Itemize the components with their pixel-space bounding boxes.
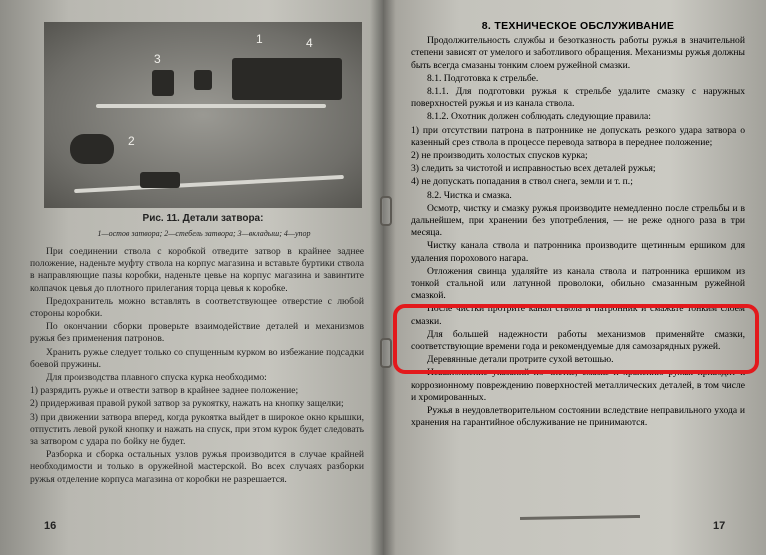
part-rod-top — [96, 104, 326, 108]
paragraph: Ружья в неудовлетворительном состоянии вследствие неправильного ухода и хранения на гарантийное обслуживание не принимаются. — [411, 405, 745, 429]
right-page-body — [411, 20, 745, 431]
paragraph: Продолжительность службы и безотказность работы ружья в значительной степени зависят от умелого и заботливого обращения. Механизмы ружья должны быть всегда смазаны тонким слоем ружейной смазки. — [411, 35, 745, 71]
list-item: 2) не производить холостых спусков курка; — [411, 150, 588, 162]
figure-legend: 1—остов затвора; 2—стебель затвора; 3—вкладыш; 4—упор — [97, 229, 311, 238]
figure-caption: Рис. 11. Детали затвора: — [142, 213, 264, 224]
paragraph: По окончании сборки проверьте взаимодействие деталей и механизмов ружья без применения патронов. — [30, 321, 364, 345]
bolt-parts-photo — [44, 22, 362, 208]
part-2-stem — [74, 175, 344, 193]
page-number-left: 16 — [44, 520, 57, 532]
page-number-right: 17 — [713, 520, 726, 532]
paragraph: Невыполнение указаний по чистке, смазке и хранению ружья приводит к коррозионному повреждению поверхностей металлических деталей, в том числе и хромированных. — [411, 367, 745, 403]
staple-top — [380, 196, 392, 226]
paragraph: Разборка и сборка остальных узлов ружья производится в случае крайней необходимости и только в оружейной мастерской. Во всех случаях разборки ружья отделение корпуса магазина от коробки не разрешается. — [30, 449, 364, 485]
part-small-block — [194, 70, 212, 90]
paragraph: Чистку канала ствола и патронника производите щетинным ершиком для удаления порохового нагара. — [411, 240, 745, 264]
part-4-stop — [140, 172, 180, 188]
list-item: 2) придерживая правой рукой затвор за рукоятку, нажать на кнопку защелки; — [30, 398, 344, 410]
paragraph: Для большей надежности работы механизмов применяйте смазки, соответствующие времени года и рекомендуемые для самозарядных ружей. — [411, 328, 745, 353]
paragraph: Предохранитель можно вставлять в соответствующее отверстие с любой стороны коробки. — [30, 295, 364, 320]
highlighted-paragraph: Отложения свинца удаляйте из канала ствола и патронника ершиком из тонкой стальной или латунной проволоки, обильно смазанным ружейной смазкой. — [411, 265, 745, 302]
figure-label-3: 3 — [154, 52, 161, 66]
paragraph: Хранить ружье следует только со спущенным курком во избежание подсадки боевой пружины. — [30, 346, 364, 370]
part-2-handle — [70, 134, 114, 164]
figure-label-4: 4 — [306, 36, 313, 50]
subsection-heading: 8.2. Чистка и смазка. — [427, 189, 512, 201]
paragraph: При соединении ствола с коробкой отведите затвор в крайнее заднее положение, наденьте муфту ствола на корпус магазина и вставьте буртики ствола в направляющие пазы коробки, наденьте цевье на корпус магазина и завинтите колпачок цевья до плотного прилегания торца цевья к коробке. — [30, 246, 364, 294]
list-item: 4) не допускать попадания в ствол снега, земли и т. п.; — [411, 176, 633, 188]
paragraph: 8.1.1. Для подготовки ружья к стрельбе удалите смазку с наружных поверхностей ружья и из канала ствола. — [411, 86, 745, 110]
part-1-bolt-body — [232, 58, 342, 100]
paragraph: После чистки протрите канал ствола и патронник и смажьте тонким слоем смазки. — [411, 303, 745, 327]
section-heading: 8. ТЕХНИЧЕСКОЕ ОБСЛУЖИВАНИЕ — [481, 20, 675, 32]
paragraph: 8.1.2. Охотник должен соблюдать следующие правила: — [427, 111, 651, 123]
list-item: 3) следить за чистотой и исправностью всех деталей ружья; — [411, 163, 656, 175]
list-item: 3) при движении затвора вперед, когда рукоятка выйдет в широкое окно крышки, отпустить левой рукой кнопку и нажать на спуск, при этом курок будет следовать за затвором с удара по бойку не будет. — [30, 411, 364, 448]
part-3-insert — [152, 70, 174, 96]
list-item: 1) разрядить ружье и отвести затвор в крайнее заднее положение; — [30, 385, 299, 397]
subsection-heading: 8.1. Подготовка к стрельбе. — [427, 72, 539, 84]
paragraph: Осмотр, чистку и смазку ружья производите немедленно после стрельбы и в дальнейшем, при хранении без употребления, — не реже одного раза в три месяца. — [411, 202, 745, 239]
figure-label-2: 2 — [128, 134, 135, 148]
paragraph: Деревянные детали протрите сухой ветошью. — [427, 354, 614, 366]
figure-label-1: 1 — [256, 32, 263, 46]
paragraph: Для производства плавного спуска курка необходимо: — [46, 372, 267, 384]
list-item: 1) при отсутствии патрона в патроннике не допускать резкого удара затвора о казенный срез ствола в процессе перевода затвора в переднее положение; — [411, 124, 745, 148]
left-page-body — [30, 246, 364, 487]
staple-bottom — [380, 338, 392, 368]
